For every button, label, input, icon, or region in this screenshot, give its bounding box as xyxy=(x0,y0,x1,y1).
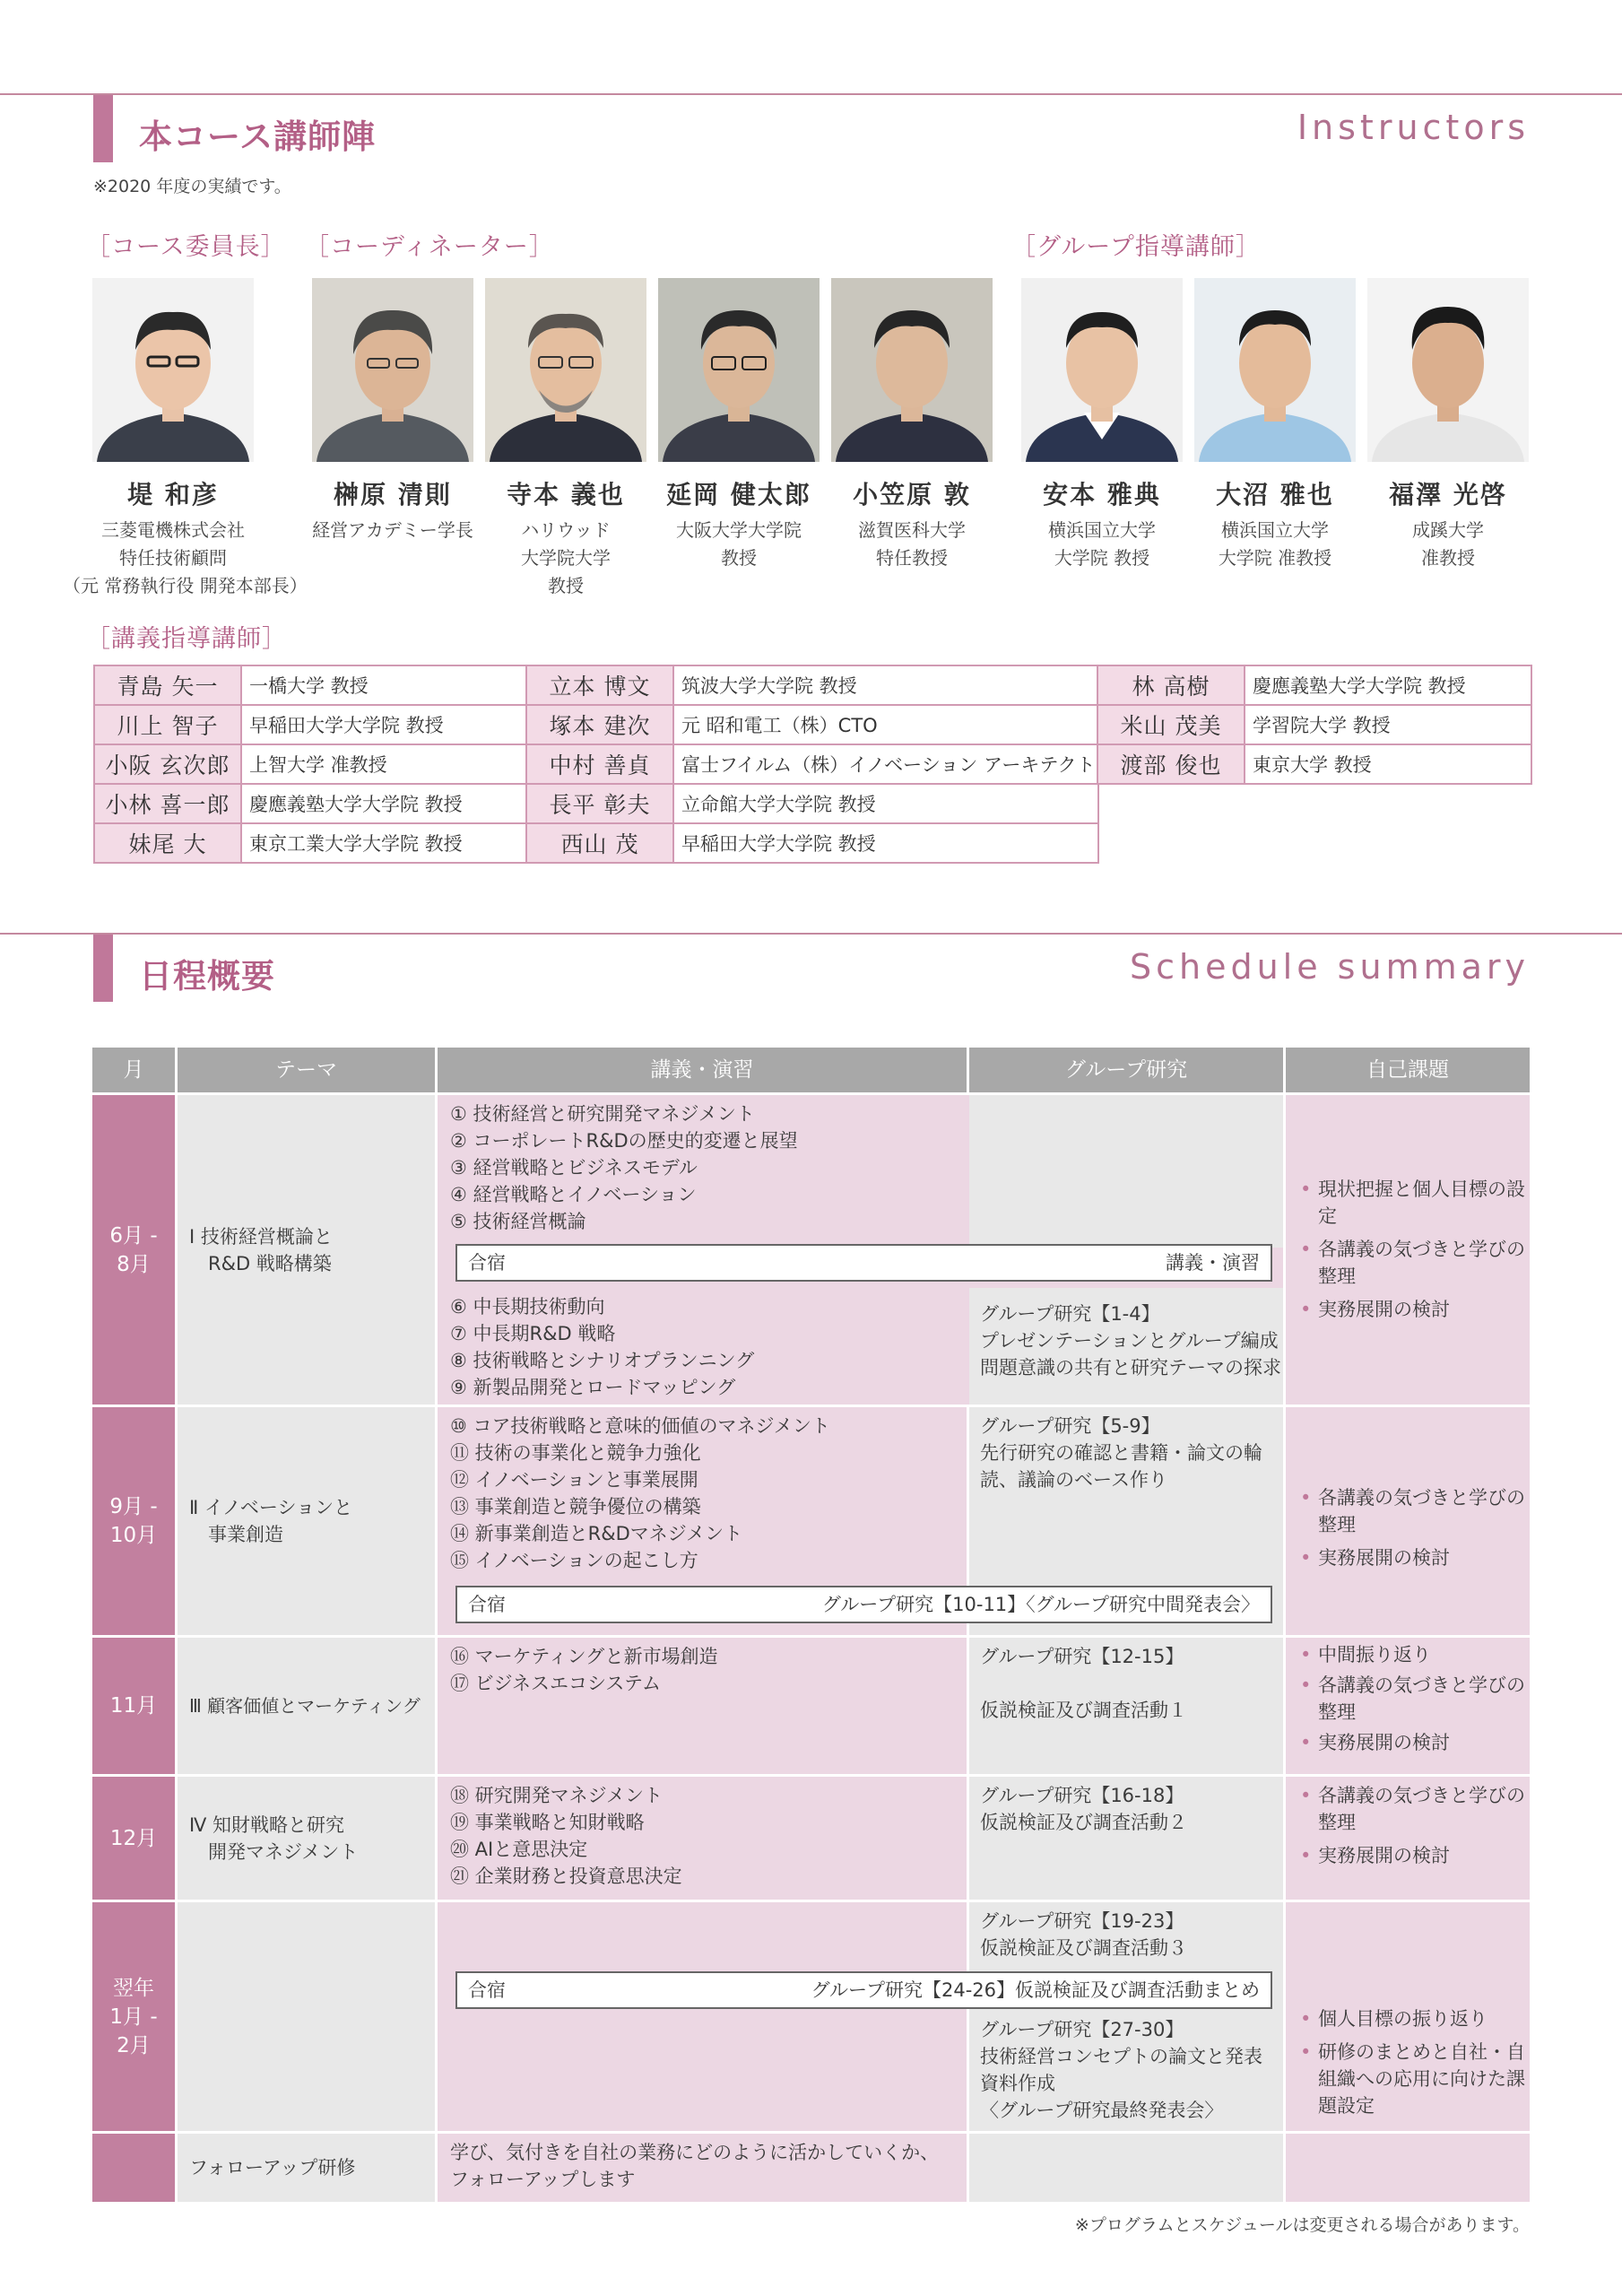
month-cell: 翌年 1月 - 2月 xyxy=(92,1902,175,2131)
lecture-item: ⑫ イノベーションと事業展開 xyxy=(450,1469,698,1491)
lecture-item: ⑭ 新事業創造とR&Dマネジメント xyxy=(450,1523,743,1544)
affiliation-line: 准教授 xyxy=(1421,547,1475,569)
instructors-title-en: Instructors xyxy=(1297,108,1530,147)
table-row xyxy=(94,823,528,863)
instructor-card xyxy=(481,278,651,600)
table-row xyxy=(526,744,1098,784)
lecturer-name: 小阪 玄次郎 xyxy=(94,744,241,784)
self-cell xyxy=(1286,1095,1530,1405)
instructor-name: 延岡 健太郎 xyxy=(666,480,811,509)
camp-bar xyxy=(455,1586,1272,1623)
category-chair: ［コース委員長］ xyxy=(86,233,286,261)
affiliation-line: 大学院 准教授 xyxy=(1218,547,1332,569)
lecturer-affiliation: 早稲田大学大学院 教授 xyxy=(241,705,528,744)
instructor-card xyxy=(827,278,997,572)
instructor-affiliation xyxy=(827,517,997,572)
group-item: プレゼンテーションとグループ編成 xyxy=(980,1330,1279,1352)
lecture-item: ① 技術経営と研究開発マネジメント xyxy=(450,1103,755,1125)
footnote: ※プログラムとスケジュールは変更される場合があります。 xyxy=(1074,2215,1530,2235)
header-group: グループ研究 xyxy=(969,1048,1283,1092)
schedule-title: 日程概要 xyxy=(139,957,275,996)
lecturer-name: 米山 茂美 xyxy=(1097,705,1245,744)
instructor-photo xyxy=(92,278,254,462)
month-cell: 11月 xyxy=(92,1638,175,1774)
affiliation-line: 横浜国立大学 xyxy=(1048,519,1156,541)
self-item: • 各講義の気づきと学びの整理 xyxy=(1298,1672,1530,1726)
header-self: 自己課題 xyxy=(1286,1048,1530,1092)
self-item: • 個人目標の振り返り xyxy=(1298,2005,1530,2032)
instructor-card xyxy=(1190,278,1360,572)
month-cell: 9月 - 10月 xyxy=(92,1407,175,1635)
category-coordinator: ［コーディネーター］ xyxy=(305,233,554,261)
self-item: • 実務展開の検討 xyxy=(1298,1296,1530,1323)
group-text-bottom xyxy=(980,2016,1281,2124)
instructor-affiliation xyxy=(1363,517,1533,572)
table-row xyxy=(526,705,1098,744)
instructor-photo xyxy=(312,278,473,462)
lecture-item: ⑱ 研究開発マネジメント xyxy=(450,1785,664,1806)
lecture-item: ⑮ イノベーションの起こし方 xyxy=(450,1550,698,1571)
header-month: 月 xyxy=(92,1048,175,1092)
instructor-affiliation xyxy=(1017,517,1187,572)
table-row xyxy=(94,784,528,823)
self-item: • 実務展開の検討 xyxy=(1298,1842,1530,1869)
month-cell-empty xyxy=(92,2134,175,2202)
lecture-item: ④ 経営戦略とイノベーション xyxy=(450,1184,697,1205)
lecture-item: ⑤ 技術経営概論 xyxy=(450,1211,586,1232)
lecturer-affiliation: 一橋大学 教授 xyxy=(241,665,528,705)
schedule-rule xyxy=(0,933,1622,935)
instructor-name: 福澤 光啓 xyxy=(1389,480,1507,509)
group-cell xyxy=(969,1288,1283,1405)
lecturer-name: 青島 矢一 xyxy=(94,665,241,705)
group-item: グループ研究【19-23】 xyxy=(980,1910,1184,1932)
lecturer-affiliation: 慶應義塾大学大学院 教授 xyxy=(241,784,528,823)
affiliation-line: 大学院大学 xyxy=(521,547,611,569)
theme-cell xyxy=(178,1902,435,2131)
group-item: 仮説検証及び調査活動３ xyxy=(980,1937,1187,1959)
instructor-name: 安本 雅典 xyxy=(1043,480,1161,509)
self-cell-empty xyxy=(1286,2134,1530,2202)
instructor-affiliation xyxy=(654,517,824,572)
lecturer-name: 渡部 俊也 xyxy=(1097,744,1245,784)
lecture-item: ⑲ 事業戦略と知財戦略 xyxy=(450,1812,645,1833)
camp-activity: グループ研究【10-11】〈グループ研究中間発表会〉 xyxy=(821,1594,1260,1615)
top-rule xyxy=(0,93,1622,95)
month-cell: 12月 xyxy=(92,1777,175,1900)
instructor-affiliation xyxy=(1190,517,1360,572)
table-row xyxy=(1097,744,1531,784)
lecturer-table-3 xyxy=(1097,665,1532,785)
group-cell-top xyxy=(969,1095,1283,1248)
lecturer-name: 川上 智子 xyxy=(94,705,241,744)
affiliation-line: 教授 xyxy=(721,547,757,569)
camp-bar xyxy=(455,1244,1272,1282)
lecture-item: ⑯ マーケティングと新市場創造 xyxy=(450,1646,718,1667)
affiliation-line: 滋賀医科大学 xyxy=(858,519,966,541)
instructors-note: ※2020 年度の実績です。 xyxy=(93,177,291,196)
lecture-item: ⑰ ビジネスエコシステム xyxy=(450,1673,661,1694)
lecturer-table-1 xyxy=(93,665,529,864)
instructor-name: 大沼 雅也 xyxy=(1216,480,1334,509)
header-theme: テーマ xyxy=(178,1048,435,1092)
self-cell xyxy=(1286,1902,1530,2131)
self-item: • 各講義の気づきと学びの整理 xyxy=(1298,1484,1530,1538)
group-item: グループ研究【12-15】 xyxy=(980,1646,1184,1667)
lecture-item: ② コーポレートR&Dの歴史的変遷と展望 xyxy=(450,1130,798,1152)
lecture-cell xyxy=(438,1777,967,1900)
affiliation-line: 特任技術顧問 xyxy=(119,547,227,569)
lecture-item: ⑥ 中長期技術動向 xyxy=(450,1296,605,1318)
table-row xyxy=(94,744,528,784)
table-row xyxy=(526,784,1098,823)
group-item: 〈グループ研究最終発表会〉 xyxy=(980,2100,1224,2121)
group-item: 先行研究の確認と書籍・論文の輪 xyxy=(980,1442,1262,1464)
group-item: 仮説検証及び調査活動２ xyxy=(980,1812,1187,1833)
lecturer-affiliation: 筑波大学大学院 教授 xyxy=(673,665,1098,705)
lecturer-name: 中村 善貞 xyxy=(526,744,673,784)
affiliation-line: （元 常務執行役 開発本部長） xyxy=(63,575,308,596)
lecturer-affiliation: 上智大学 准教授 xyxy=(241,744,528,784)
affiliation-line: 三菱電機株式会社 xyxy=(101,519,245,541)
affiliation-line: 特任教授 xyxy=(876,547,948,569)
table-row xyxy=(1097,705,1531,744)
theme-cell: Ⅱ イノベーションと 事業創造 xyxy=(178,1407,435,1635)
lecture-item: ⑦ 中長期R&D 戦略 xyxy=(450,1323,616,1344)
schedule-title-en: Schedule summary xyxy=(1129,947,1530,987)
lecturer-affiliation: 東京工業大学大学院 教授 xyxy=(241,823,528,863)
table-row xyxy=(94,705,528,744)
lecturer-name: 立本 博文 xyxy=(526,665,673,705)
lecturer-name: 塚本 建次 xyxy=(526,705,673,744)
lecturer-affiliation: 早稲田大学大学院 教授 xyxy=(673,823,1098,863)
lecturer-table-2 xyxy=(525,665,1099,864)
lecturer-affiliation: 慶應義塾大学大学院 教授 xyxy=(1245,665,1531,705)
group-cell-empty xyxy=(969,2134,1283,2202)
header-lecture: 講義・演習 xyxy=(438,1048,967,1092)
lecture-item: ⑩ コア技術戦略と意味的価値のマネジメント xyxy=(450,1415,830,1437)
table-row xyxy=(94,665,528,705)
lecture-item: ③ 経営戦略とビジネスモデル xyxy=(450,1157,698,1178)
self-item: • 実務展開の検討 xyxy=(1298,1544,1530,1571)
group-item: 仮説検証及び調査活動１ xyxy=(980,1700,1187,1721)
lecture-item: ⑳ AIと意思決定 xyxy=(450,1839,588,1860)
instructor-photo xyxy=(831,278,993,462)
category-group-instructor: ［グループ指導講師］ xyxy=(1011,233,1261,261)
table-row xyxy=(1097,665,1531,705)
camp-bar xyxy=(455,1971,1272,2009)
self-item: • 中間振り返り xyxy=(1298,1641,1530,1668)
instructor-photo xyxy=(658,278,820,462)
instructor-photo xyxy=(485,278,646,462)
lecturer-affiliation: 立命館大学大学院 教授 xyxy=(673,784,1098,823)
group-item: グループ研究【27-30】 xyxy=(980,2019,1184,2040)
lecture-item: ⑬ 事業創造と競争優位の構築 xyxy=(450,1496,701,1518)
lecturer-affiliation: 富士フイルム（株）イノベーション アーキテクト xyxy=(673,744,1098,784)
lecturer-affiliation: 学習院大学 教授 xyxy=(1245,705,1531,744)
lecture-item: ㉑ 企業財務と投資意思決定 xyxy=(450,1866,682,1887)
group-item: グループ研究【5-9】 xyxy=(980,1415,1160,1437)
affiliation-line: 成蹊大学 xyxy=(1412,519,1484,541)
group-item: 技術経営コンセプトの論文と発表 xyxy=(980,2046,1262,2067)
group-item: グループ研究【16-18】 xyxy=(980,1785,1184,1806)
self-item: • 各講義の気づきと学びの整理 xyxy=(1298,1782,1530,1836)
lecturer-name: 妹尾 大 xyxy=(94,823,241,863)
group-cell xyxy=(969,1777,1283,1900)
lecture-item: ⑨ 新製品開発とロードマッピング xyxy=(450,1377,736,1398)
category-lecturers: ［講義指導講師］ xyxy=(86,625,287,653)
theme-cell: フォローアップ研修 xyxy=(178,2134,435,2202)
lecturer-name: 西山 茂 xyxy=(526,823,673,863)
table-row xyxy=(526,823,1098,863)
instructor-photo xyxy=(1021,278,1183,462)
lecturer-name: 小林 喜一郎 xyxy=(94,784,241,823)
table-row xyxy=(526,665,1098,705)
camp-label: 合宿 xyxy=(468,1252,506,1274)
group-item: 読、議論のベース作り xyxy=(980,1469,1167,1491)
instructor-affiliation xyxy=(63,517,308,600)
lecture-item: ⑪ 技術の事業化と競争力強化 xyxy=(450,1442,701,1464)
group-item: グループ研究【1-4】 xyxy=(980,1303,1160,1325)
lecture-item: ⑧ 技術戦略とシナリオプランニング xyxy=(450,1350,755,1371)
instructor-name: 寺本 義也 xyxy=(507,480,625,509)
affiliation-line: ハリウッド xyxy=(521,519,611,541)
theme-cell: Ⅲ 顧客価値とマーケティング xyxy=(178,1638,435,1774)
instructor-affiliation xyxy=(481,517,651,600)
lecturer-name: 長平 彰夫 xyxy=(526,784,673,823)
group-cell xyxy=(969,1638,1283,1774)
instructors-title: 本コース講師陣 xyxy=(139,117,377,156)
affiliation-line: 大学院 教授 xyxy=(1054,547,1150,569)
theme-cell: Ⅳ 知財戦略と研究 開発マネジメント xyxy=(178,1777,435,1900)
self-item: • 各講義の気づきと学びの整理 xyxy=(1298,1236,1530,1290)
affiliation-line: 経営アカデミー学長 xyxy=(312,519,473,541)
instructor-card xyxy=(1363,278,1533,572)
month-cell: 6月 - 8月 xyxy=(92,1095,175,1405)
self-item: • 実務展開の検討 xyxy=(1298,1729,1530,1756)
self-cell xyxy=(1286,1407,1530,1635)
section-marker xyxy=(93,935,113,1002)
self-cell xyxy=(1286,1777,1530,1900)
affiliation-line: 大阪大学大学院 xyxy=(676,519,802,541)
lecture-cell xyxy=(438,1288,967,1405)
lecturer-affiliation: 東京大学 教授 xyxy=(1245,744,1531,784)
instructor-name: 小笠原 敦 xyxy=(853,480,971,509)
group-text-top xyxy=(980,1908,1276,1961)
self-item: • 現状把握と個人目標の設定 xyxy=(1298,1176,1530,1230)
section-marker xyxy=(93,95,113,162)
affiliation-line: 教授 xyxy=(548,575,584,596)
lecture-cell xyxy=(438,1902,967,2131)
lecture-cell: 学び、気付きを自社の業務にどのように活かしていくか、フォローアップします xyxy=(438,2134,967,2202)
group-item: 問題意識の共有と研究テーマの探求 xyxy=(980,1357,1281,1378)
camp-label: 合宿 xyxy=(468,1594,506,1615)
lecturer-name: 林 高樹 xyxy=(1097,665,1245,705)
camp-activity: グループ研究【24-26】仮説検証及び調査活動まとめ xyxy=(811,1979,1260,2001)
theme-cell: Ⅰ 技術経営概論と R&D 戦略構築 xyxy=(178,1095,435,1405)
instructor-name: 榊原 清則 xyxy=(334,480,452,509)
lecturer-affiliation: 元 昭和電工（株）CTO xyxy=(673,705,1098,744)
affiliation-line: 横浜国立大学 xyxy=(1221,519,1329,541)
instructor-affiliation xyxy=(308,517,478,544)
camp-activity: 講義・演習 xyxy=(1166,1252,1260,1274)
instructor-card xyxy=(654,278,824,572)
self-item: • 研修のまとめと自社・自組織への応用に向けた課題設定 xyxy=(1298,2039,1530,2119)
self-cell xyxy=(1286,1638,1530,1774)
lecture-cell xyxy=(438,1638,967,1774)
instructor-card xyxy=(308,278,478,544)
instructor-card xyxy=(1017,278,1187,572)
instructor-card xyxy=(63,278,308,600)
camp-label: 合宿 xyxy=(468,1979,506,2001)
instructor-name: 堤 和彦 xyxy=(127,480,219,509)
instructor-photo xyxy=(1367,278,1529,462)
group-item: 資料作成 xyxy=(980,2073,1055,2094)
instructor-photo xyxy=(1194,278,1356,462)
